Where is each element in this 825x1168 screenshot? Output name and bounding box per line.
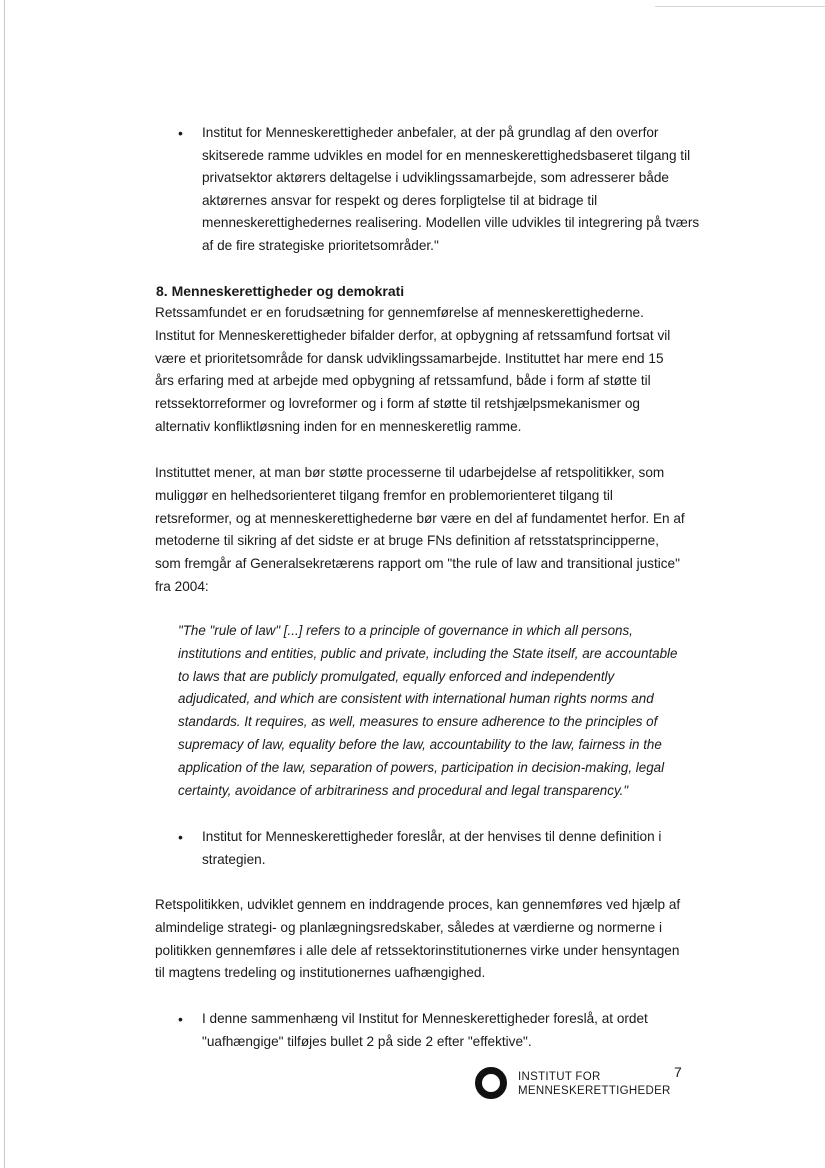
paragraph-rule-of-law-intro: Retssamfundet er en forudsætning for gennemførelse af menneskerettighederne. Institut for Menneskerettigheder bifalder derfor, at opbygning af retssamfund fortsat vil være et prioritetsområde for dansk udviklingssamarbejde. Instituttet har mere end 15 års erfaring med at arbejde med opbygning af retssamfund, både i form af støtte til retssektorreformer og lovreformer og i form af støtte til retshjælpsmekanismer og alternativ konfliktløsning inden for en menneskeretlig ramme. xyxy=(155,305,671,434)
bullet-text: Institut for Menneskerettigheder foreslår, at der henvises til denne definition i strategien. xyxy=(202,829,662,867)
section-heading: 8. Menneskerettigheder og demokrati xyxy=(156,283,405,299)
logo-text-line1: INSTITUT FOR xyxy=(518,1071,601,1083)
institute-ring-logo-icon xyxy=(474,1066,508,1100)
bullet-dot: • xyxy=(178,1011,183,1027)
institute-logo xyxy=(474,1064,674,1104)
paragraph-implementation: Retspolitikken, udviklet gennem en inddragende proces, kan gennemføres ved hjælp af almindelige strategi- og planlægningsredskaber, således at værdierne og normerne i politikken gennemføres i alle dele af retssektorinstitutionernes virke under hensyntagen til magtens tredeling og institutionernes uafhængighed. xyxy=(155,897,681,981)
page-number: 7 xyxy=(674,1064,682,1080)
blockquote-un-definition: "The "rule of law" [...] refers to a principle of governance in which all persons, institutions and entities, public and private, including the State itself, are accountable to laws that are publicly promulgated, equally enforced and independently adjudicated, and which are consistent with international human rights norms and standards. It requires, as well, measures to ensure adherence to the principles of supremacy of law, equality before the law, accountability to the law, fairness in the application of the law, separation of powers, participation in decision-making, legal certainty, avoidance of arbitrariness and procedural and legal transparency." xyxy=(178,623,678,798)
scan-edge-line xyxy=(4,0,5,1168)
bullet-text: I denne sammenhæng vil Institut for Menneskerettigheder foreslå, at ordet "uafhængige" tilføjes bullet 2 på side 2 efter "effektive". xyxy=(202,1011,648,1049)
scan-edge-line xyxy=(655,6,825,7)
bullet-dot: • xyxy=(178,829,183,845)
paragraph-legal-policy: Instituttet mener, at man bør støtte processerne til udarbejdelse af retspolitikker, som muliggør en helhedsorienteret tilgang fremfor en problemorienteret tilgang til retsreformer, og at menneskerettighederne bør være en del af fundamentet herfor. En af metoderne til sikring af det sidste er at bruge FNs definition af retsstatsprincipperne, som fremgår af Generalsekretærens rapport om "the rule of law and transitional justice" fra 2004: xyxy=(155,465,685,594)
bullet-dot: • xyxy=(178,125,183,141)
bullet-text: Institut for Menneskerettigheder anbefaler, at der på grundlag af den overfor skitserede ramme udvikles en model for en menneskerettighedsbaseret tilgang til privatsektor aktørers deltagelse i udviklingssamarbejde, som adresserer både aktørernes ansvar for respekt og deres forpligtelse til at bidrage til menneskerettighedernes realisering. Modellen ville udvikles til integrering på tværs af de fire strategiske prioritetsområder." xyxy=(202,125,700,253)
logo-text-line2: MENNESKERETTIGHEDER xyxy=(518,1085,671,1097)
